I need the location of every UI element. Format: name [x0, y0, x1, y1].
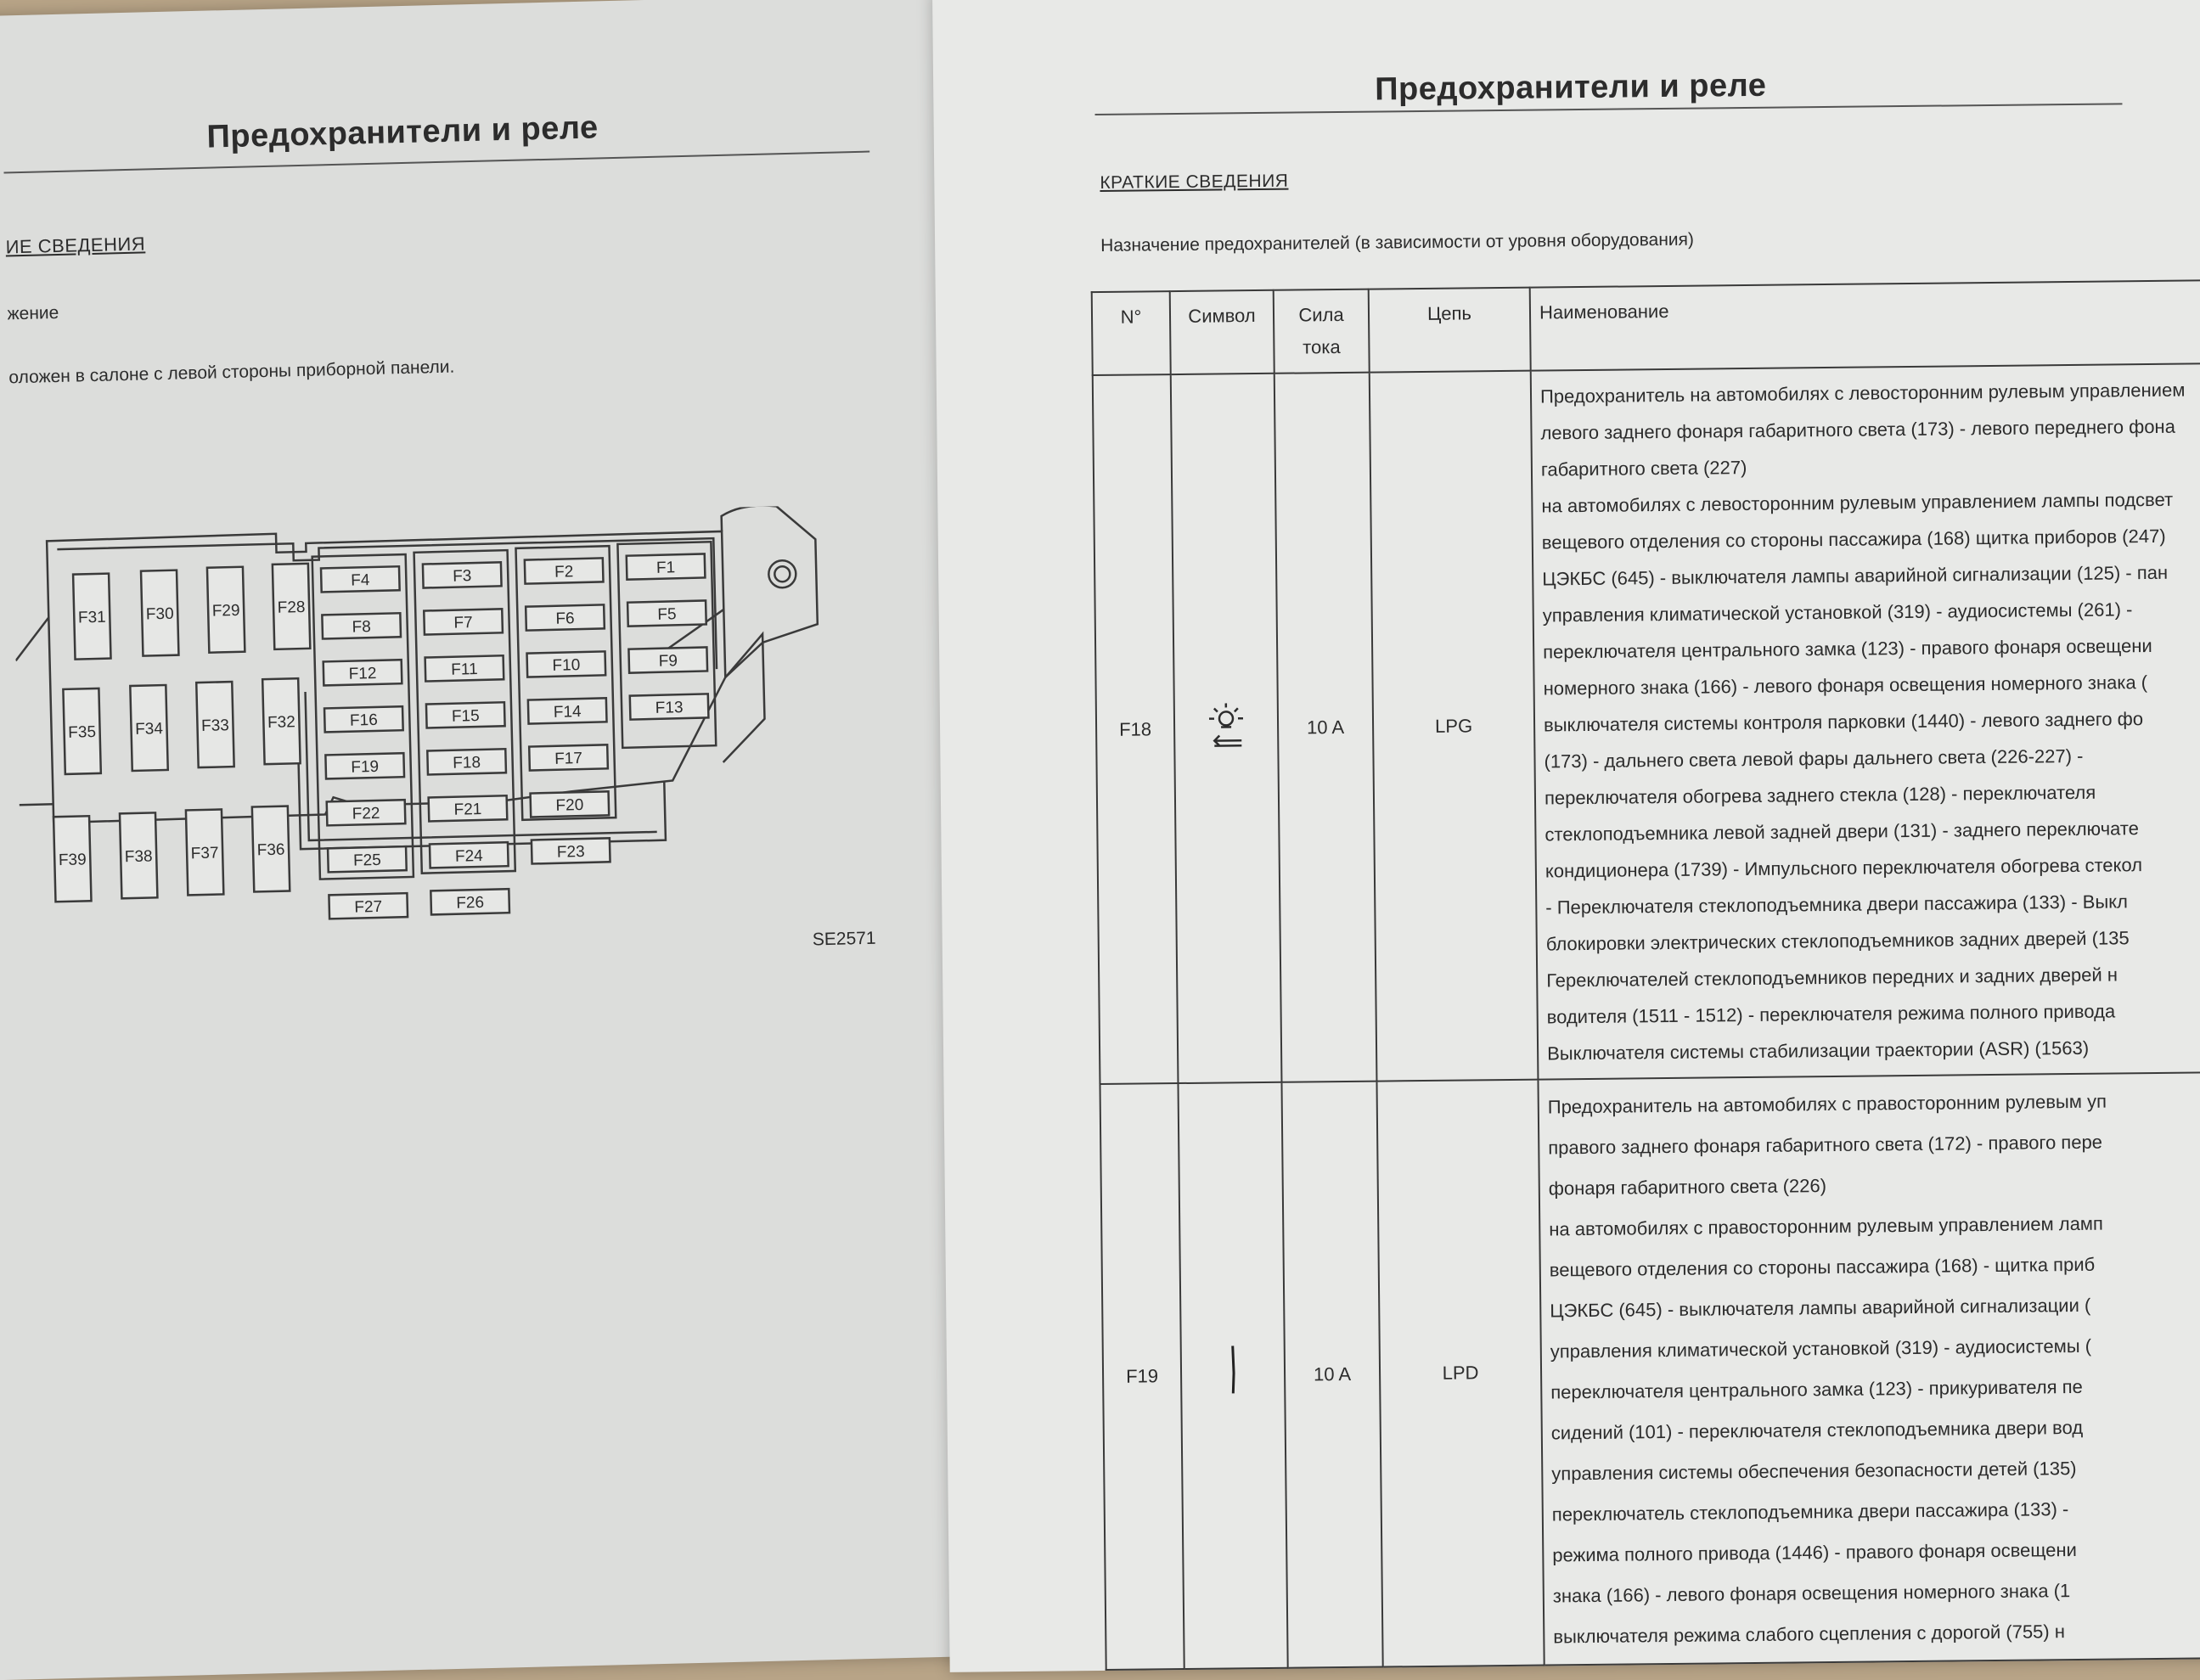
description-line: на автомобилях с левосторонним рулевым управлением лампы подсвет	[1541, 480, 2200, 525]
fuse-label: F36	[256, 841, 284, 860]
left-title-rule	[3, 151, 869, 174]
fuse-label: F4	[351, 571, 370, 590]
fuse-label: F7	[453, 614, 473, 632]
fuse-label: F1	[656, 559, 676, 577]
fuse-label: F19	[351, 758, 379, 777]
fuse-label: F26	[456, 894, 484, 913]
left-section-heading: ИЕ СВЕДЕНИЯ	[5, 233, 145, 258]
fuse-label: F29	[212, 602, 240, 621]
description-line: левого заднего фонаря габаритного света (173) - левого переднего фона	[1540, 407, 2200, 452]
description-line: ЦЭКБС (645) - выключателя лампы аварийной сигнализации (	[1550, 1284, 2200, 1332]
description-line: вещевого отделения со стороны пассажира (168) щитка приборов (247)	[1542, 517, 2200, 561]
fuse-symbol-cell	[1178, 1082, 1287, 1669]
left-page	[0, 0, 975, 1680]
header-name: Наименование	[1530, 280, 2200, 371]
fuse-label: F33	[201, 716, 229, 735]
description-line: переключатель стеклоподъемника двери пассажира (133) -	[1552, 1487, 2200, 1536]
fuse-current: 10 A	[1281, 1082, 1382, 1668]
description-line: знака (166) - левого фонаря освещения номерного знака (1	[1553, 1569, 2200, 1617]
fuse-label: F6	[555, 610, 575, 628]
fuse-symbol-cell	[1171, 374, 1282, 1083]
fuse-label: F17	[554, 750, 582, 768]
lamp-icon	[1204, 700, 1249, 753]
left-page-title: Предохранители и реле	[206, 110, 599, 155]
description-line: (173) - дальнего света левой фары дальнего света (226-227) -	[1544, 736, 2200, 780]
fuse-label: F11	[451, 660, 478, 679]
description-line: Предохранитель на автомобилях с левосторонним рулевым управлением	[1540, 371, 2200, 415]
fuse-number: F19	[1100, 1083, 1184, 1670]
description-line: фонаря габаритного света (226)	[1549, 1161, 2200, 1210]
fuse-label: F24	[455, 847, 484, 866]
table-caption: Назначение предохранителей (в зависимости от уровня оборудования)	[1100, 230, 1694, 256]
fuse-label: F8	[352, 618, 371, 637]
fuse-label: F27	[354, 898, 382, 917]
fuse-label: F22	[352, 805, 380, 823]
description-line: ЦЭКБС (645) - выключателя лампы аварийной сигнализации (125) - пан	[1542, 553, 2200, 598]
description-line: правого заднего фонаря габаритного света (172) - правого пере	[1548, 1121, 2200, 1169]
fuse-description	[1531, 363, 2200, 1080]
description-line: вещевого отделения со стороны пассажира (168) - щитка приб	[1550, 1243, 2200, 1291]
description-line: переключателя центрального замка (123) - правого фонаря освещени	[1543, 626, 2200, 671]
fuse-current: 10 A	[1274, 373, 1377, 1082]
description-line: сидений (101) - переключателя стеклоподъемника двери вод	[1551, 1406, 2200, 1454]
description-line: режима полного привода (1446) - правого фонаря освещени	[1552, 1528, 2200, 1576]
diagram-code: SE2571	[813, 929, 876, 951]
description-line: выключателя режима слабого сцепления с дорогой (755) н	[1553, 1610, 2200, 1658]
fuse-label: F16	[350, 711, 378, 730]
description-line: кондиционера (1739) - Импульсного переключателя обогрева стекол	[1545, 846, 2200, 890]
right-page	[932, 0, 2200, 1672]
fuse-label: F10	[552, 656, 580, 675]
description-line: переключателя обогрева заднего стекла (128) - переключателя	[1545, 773, 2200, 817]
left-fuse-row-3	[53, 806, 290, 902]
fuse-label: F20	[555, 796, 583, 815]
fuse-circuit: LPD	[1376, 1080, 1544, 1667]
description-line: управления климатической установкой (319) - аудиосистемы (	[1550, 1324, 2200, 1373]
header-symbol: Символ	[1170, 290, 1274, 374]
header-number: N°	[1092, 291, 1171, 375]
description-line: Предохранитель на автомобилях с правосторонним рулевым уп	[1548, 1080, 2200, 1128]
left-subheading: жение	[7, 303, 59, 324]
header-current	[1274, 289, 1370, 374]
fuse-label: F5	[657, 605, 677, 624]
table-header-row	[1092, 280, 2200, 375]
fuse-box-diagram	[13, 504, 873, 1000]
left-fuse-row-1	[73, 564, 311, 660]
description-line: на автомобилях с правосторонним рулевым управлением ламп	[1549, 1202, 2200, 1250]
fuse-label: F30	[146, 605, 174, 624]
description-line: номерного знака (166) - левого фонаря освещения номерного знака (	[1543, 663, 2200, 707]
right-section-heading: КРАТКИЕ СВЕДЕНИЯ	[1100, 171, 1288, 194]
fuse-label: F15	[452, 707, 480, 726]
fuse-label: F13	[655, 699, 684, 717]
fuse-label: F28	[277, 598, 305, 617]
description-line: управления системы обеспечения безопасности детей (135)	[1551, 1447, 2200, 1495]
description-line: выключателя системы контроля парковки (1440) - левого заднего фо	[1544, 700, 2200, 744]
pen-mark-icon	[1224, 1339, 1242, 1407]
fuse-label: F14	[554, 703, 582, 722]
fuse-label: F23	[557, 843, 585, 862]
description-line: габаритного света (227)	[1541, 444, 2200, 488]
description-line: блокировки электрических стеклоподъемников задних дверей (135	[1546, 919, 2200, 963]
left-fuse-row-2	[63, 678, 301, 774]
description-line: переключателя центрального замка (123) - прикуривателя пе	[1550, 1365, 2200, 1413]
header-current-line1: Сила	[1298, 304, 1344, 326]
fuse-label: F34	[135, 720, 164, 739]
description-line: Гереключателей стеклоподъемников передних и задних дверей н	[1546, 955, 2200, 999]
fuse-label: F25	[353, 851, 381, 870]
fuse-label: F2	[554, 563, 574, 582]
fuse-label: F35	[68, 723, 96, 742]
fuse-label: F38	[125, 847, 153, 866]
left-location-text: оложен в салоне с левой стороны приборной панели.	[8, 357, 455, 389]
fuse-label: F21	[453, 801, 481, 819]
fuse-assignment-table	[1091, 279, 2200, 1671]
description-line: - Переключателя стеклоподъемника двери пассажира (133) - Выкл	[1545, 882, 2200, 926]
fuse-label: F3	[453, 567, 472, 586]
fuse-label: F31	[78, 609, 106, 627]
fuse-description	[1538, 1072, 2200, 1666]
table-row	[1100, 1072, 2200, 1670]
description-line: стеклоподъемника левой задней двери (131) - заднего переключате	[1545, 809, 2200, 853]
fuse-label: F32	[267, 713, 295, 732]
mounting-bracket	[721, 504, 819, 677]
fuse-label: F39	[59, 851, 87, 869]
description-line: управления климатической установкой (319) - аудиосистемы (261) -	[1543, 590, 2200, 634]
fuse-label: F12	[348, 665, 376, 683]
fuse-label: F9	[658, 652, 678, 671]
fuse-label: F37	[191, 845, 219, 863]
fuse-number: F18	[1093, 374, 1179, 1084]
mounting-hole-icon	[768, 560, 796, 588]
header-circuit: Цепь	[1369, 288, 1531, 373]
right-page-title: Предохранители и реле	[1375, 68, 1767, 109]
description-line: водителя (1511 - 1512) - переключателя режима полного привода	[1546, 992, 2200, 1036]
fuse-circuit: LPG	[1370, 371, 1539, 1082]
fuse-label: F18	[453, 754, 481, 773]
header-current-line2: тока	[1303, 336, 1341, 357]
description-line: Выключателя системы стабилизации траектории (ASR) (1563)	[1547, 1028, 2200, 1072]
table-row	[1093, 363, 2200, 1084]
